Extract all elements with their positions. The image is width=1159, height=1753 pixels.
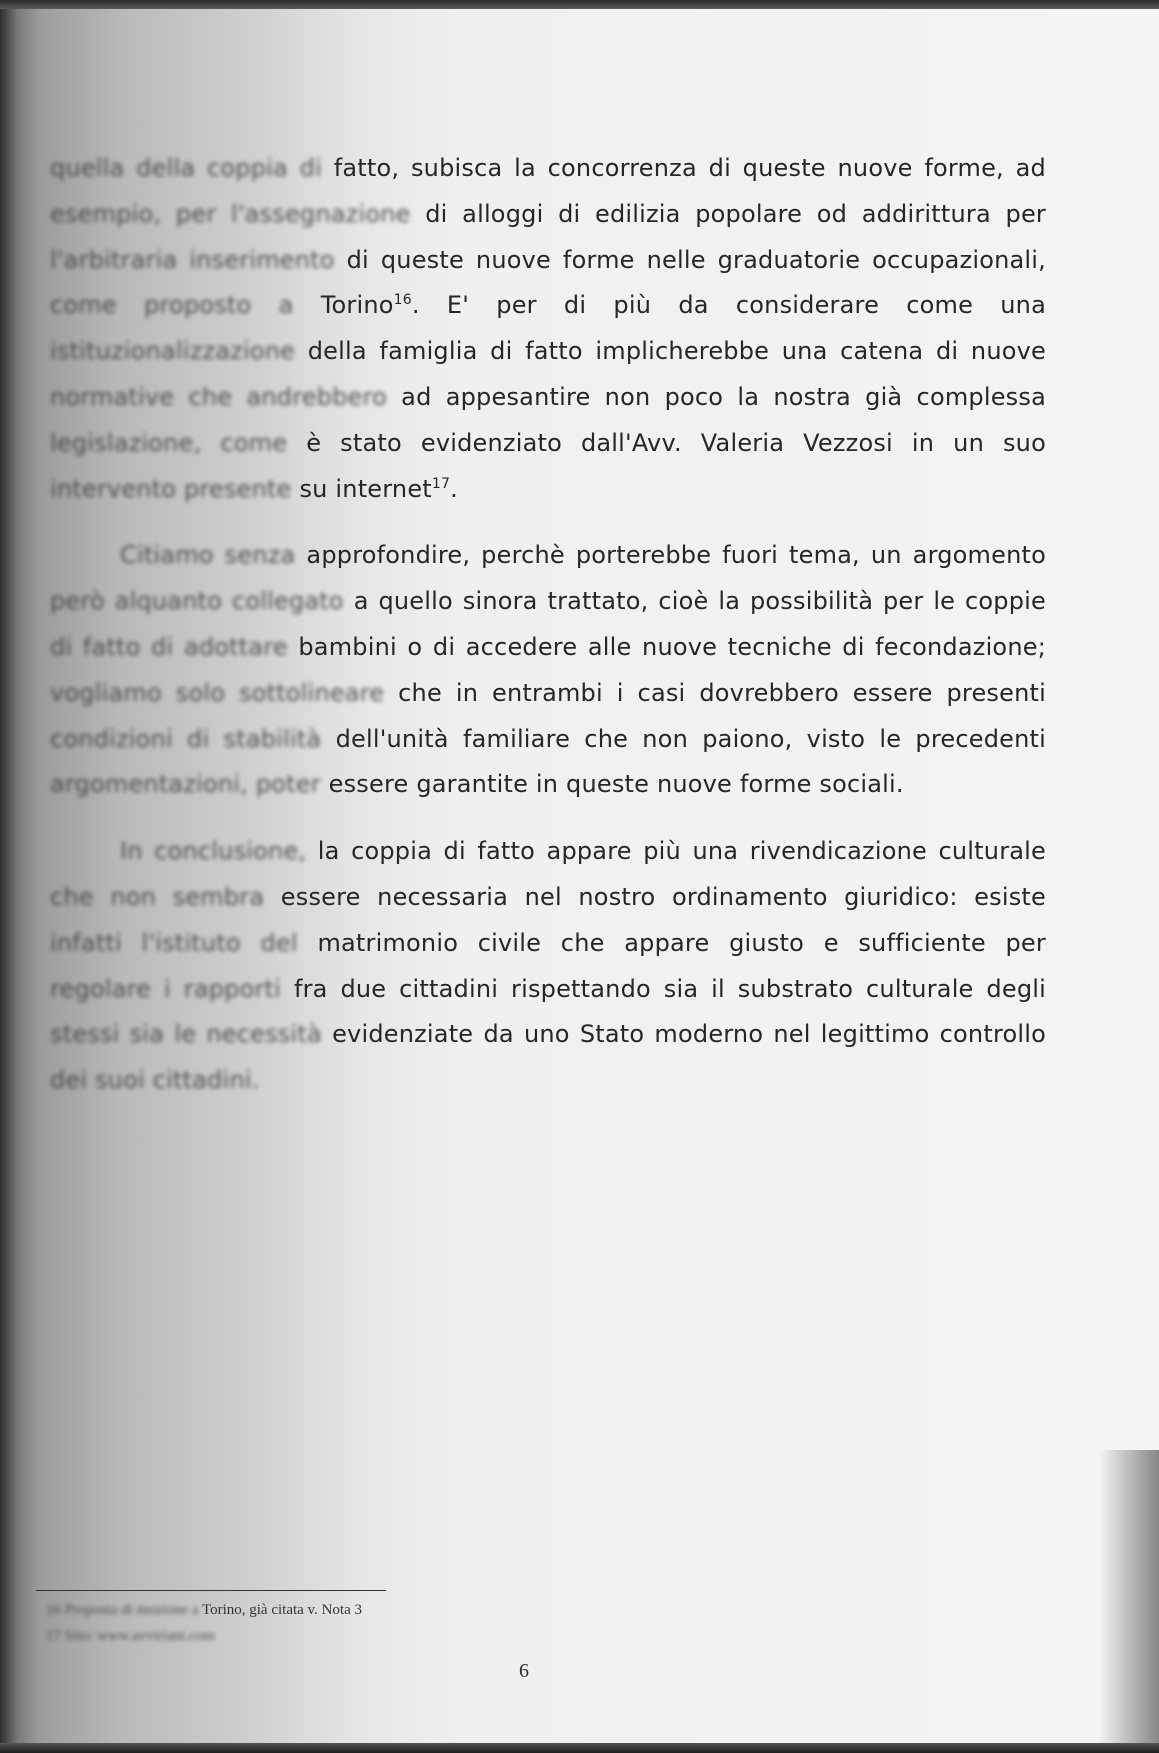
blurred-gutter-text: come proposto a [50, 291, 294, 320]
line-text: di alloggi di edilizia popolare od addirittura per [425, 199, 1046, 228]
blurred-gutter-text: legislazione, come [50, 428, 288, 457]
document-body [50, 146, 1046, 1104]
blurred-gutter-text: infatti l'istituto del [50, 928, 298, 957]
text-line [50, 762, 1046, 808]
text-line [50, 375, 1046, 421]
page-number: 6 [519, 1660, 529, 1682]
footnotes [46, 1597, 362, 1649]
text-line [50, 1012, 1046, 1058]
line-text: essere garantite in queste nuove forme sociali. [328, 770, 904, 799]
paragraph-2 [50, 533, 1046, 808]
line-text: su internet [299, 474, 432, 503]
text-line [50, 192, 1046, 238]
line-text: Torino [320, 291, 394, 320]
line-text: è stato evidenziato dall'Avv. Valeria Vezzosi in un suo [306, 428, 1046, 457]
line-text: evidenziate da uno Stato moderno nel legittimo controllo [332, 1020, 1046, 1049]
blurred-gutter-text: normative che andrebbero [50, 382, 387, 411]
line-text: essere necessaria nel nostro ordinamento giuridico: esiste [280, 882, 1046, 911]
blurred-gutter-text: stessi sia le necessità [50, 1020, 322, 1049]
line-text: bambini o di accedere alle nuove tecniche di fecondazione; [298, 632, 1046, 661]
line-text: di queste nuove forme nelle graduatorie occupazionali, [346, 245, 1046, 274]
footnote-ref: 17 [431, 475, 451, 492]
text-line [50, 579, 1046, 625]
blurred-gutter-text: di fatto di adottare [50, 632, 288, 661]
blurred-gutter-text: esempio, per l'assegnazione [50, 199, 411, 228]
blurred-gutter-text: argomentazioni, poter [50, 770, 321, 799]
text-line [50, 829, 1046, 875]
line-text: ad appesantire non poco la nostra già complessa [401, 382, 1046, 411]
line-text: della famiglia di fatto implicherebbe una catena di nuove [307, 337, 1046, 366]
line-text: dell'unità familiare che non paiono, visto le precedenti [335, 724, 1046, 753]
blurred-gutter-text: dei suoi cittadini. [50, 1066, 260, 1095]
blurred-gutter-text: istituzionalizzazione [50, 337, 296, 366]
line-text: approfondire, perchè porterebbe fuori tema, un argomento [306, 541, 1046, 570]
blurred-gutter-text: condizioni di stabilità [50, 724, 322, 753]
text-line [50, 921, 1046, 967]
line-text: fra due cittadini rispettando sia il substrato culturale degli [293, 974, 1046, 1003]
footnote-ref: 16 [393, 292, 412, 309]
blurred-gutter-text: regolare i rapporti [50, 974, 282, 1003]
text-line [50, 671, 1046, 717]
footnote-16 [46, 1597, 362, 1623]
blurred-gutter-text: 17 Sito: www.avvtriani.com [46, 1628, 216, 1644]
text-line [50, 329, 1046, 375]
footnote-17 [46, 1623, 362, 1649]
paragraph-3 [50, 829, 1046, 1104]
paragraph-1 [50, 146, 1046, 512]
text-line [50, 421, 1046, 467]
blurred-gutter-text: In conclusione, [120, 837, 307, 866]
blurred-gutter-text: quella della coppia di [50, 154, 322, 182]
text-line [50, 146, 1046, 192]
footnote-text: Torino, già citata v. Nota 3 [201, 1602, 362, 1618]
blurred-gutter-text: l'arbitraria inserimento [50, 245, 335, 274]
footnote-separator [36, 1590, 386, 1591]
blurred-gutter-text: che non sembra [50, 882, 265, 911]
text-line [50, 1058, 1046, 1104]
text-line [50, 717, 1046, 763]
blurred-gutter-text: 16 Proposta di mozione a [46, 1602, 199, 1618]
line-text: la coppia di fatto appare più una rivendicazione culturale [317, 837, 1047, 866]
line-text-after: . [450, 474, 458, 503]
page-bottom-edge [0, 1743, 1159, 1753]
text-line [50, 238, 1046, 284]
blurred-gutter-text: intervento presente [50, 474, 292, 503]
text-line [50, 625, 1046, 671]
text-line [50, 467, 1046, 513]
line-text-after: . E' per di più da considerare come una [411, 291, 1046, 320]
page-corner-shadow [1099, 1450, 1159, 1753]
page-top-edge [0, 0, 1159, 9]
line-text: che in entrambi i casi dovrebbero essere presenti [398, 678, 1046, 707]
text-line [50, 533, 1046, 579]
line-text: matrimonio civile che appare giusto e sufficiente per [317, 928, 1046, 957]
line-text: a quello sinora trattato, cioè la possibilità per le coppie [353, 587, 1046, 616]
text-line [50, 283, 1046, 329]
blurred-gutter-text: vogliamo solo sottolineare [50, 678, 385, 707]
blurred-gutter-text: però alquanto collegato [50, 587, 344, 616]
blurred-gutter-text: Citiamo senza [120, 541, 296, 570]
text-line [50, 967, 1046, 1013]
line-text: fatto, subisca la concorrenza di queste nuove forme, ad [333, 154, 1046, 182]
text-line [50, 875, 1046, 921]
